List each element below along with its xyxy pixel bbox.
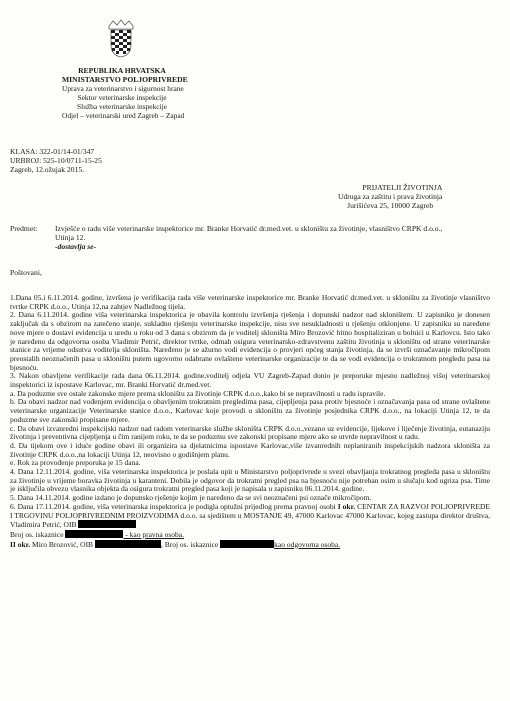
recipient-address: [338, 183, 442, 210]
paragraph-3: 3. Nakon obavljene verifikacije rada dana 06.11.2014. godine,voditelj odjela VU Zagreb-Zapad donio je preporuke mjesno nadležnoj višoj veterinarskoj inspektorici iz ispostave Karlovac, mr. Branki Horvatić dr.med.vet.: [10, 371, 490, 390]
recipient-name: PRIJATELJI ŽIVOTINJA: [362, 183, 443, 192]
first-accused-company: CENTAR ZA RAZVOJ POLJOPRIVREDE I TRGOVINU POLJOPRIVREDNIM PROIZVODIMA d.o.o. sa sjedištem u MOSTANJE 49, 47000 Karlovac 47000 Karlovac, kojeg zastupa direktor društva, Vladimira Petrić, OIB: [10, 501, 490, 530]
id-card-label: Broj os. iskaznice: [10, 529, 64, 539]
recommendation-e: e. Rok za provođenje preporuka je 15 dana.: [10, 458, 141, 468]
reference-block: [10, 147, 102, 174]
service-name: Služba veterinarske inspekcije: [77, 102, 167, 111]
ministry-name: MINISTARSTVO POLJOPRIVREDE: [62, 75, 188, 84]
second-accused-id-label: , Broj os. iskaznice: [160, 539, 219, 549]
second-accused-name: Miro Brozović, OIB: [30, 539, 94, 549]
paragraph-6: [10, 503, 490, 530]
subject-text: Izvješće o radu više veterinarske inspektorice mr. Branke Horvatić dr.med.vet. u skloništu za životinje, vlasništvo CRPK d.o.o., Utinja 12.: [55, 224, 443, 242]
recommendation-d: d. Da tijekom ove i iduće godine obavi ili organizira sa djelatnicima ispostave Karlovac,više izvanrednih neplaniranih inspekcijskih nadzora skloništa za životinje CRPK d.o.o.,na lokaciji Utinja 12, neovisno o godišnjem planu.: [10, 440, 490, 459]
subject-label: Predmet:: [10, 224, 38, 233]
letter-body: [10, 294, 490, 549]
klasa-number: KLASA: 322-01/14-01/347: [10, 147, 95, 156]
sector-name: Sektor veterinarske inspekcije: [77, 93, 167, 102]
redacted-oib: [78, 520, 136, 528]
redacted-id-card-2: [220, 540, 274, 548]
greeting: Poštovani,: [10, 268, 42, 277]
paragraph-4: 4. Dana 12.11.2014. godine, viša veterinarska inspektorica je poslala upit u Ministarstvo poljoprivrede u svezi obavljanja trokratnog pregleda pasa u skloništu za životinje u vrijeme boravka životinja u karanteni. Dobila je odgovor da trokratni pregled psa na bjesnoću nije potreban osim u slučaju kod ugriza psa. Time je isključila obvezu vlasnika objekta da osigura trokratni pregled pasa koji je napisala u zapisniku 06.11.2014. godine.: [10, 467, 490, 494]
first-accused-id-line: [10, 530, 490, 540]
responsible-person-note: kao odgovorna osoba.: [274, 539, 341, 549]
recommendation-b: b. Da obavi nadzor nad vođenjem evidencija o obavljenim trokratnim pregledima pasa, cijepljenja pasa protiv bjesnoće i označavanja pasa od strane ovlaštene veterinarske organizacije Veterinarske stanice d.o.o., Karlovac koje provodi u skloništu za životinje posjednika CRPK d.o.o., na lokaciji Utinja 12, te da poduzme sve zakonski propisane mjere.: [10, 397, 490, 424]
office-name: Odjel – veterinarski ured Zagreb – Zapad: [62, 111, 185, 120]
paragraph-2: 2. Dana 6.11.2014. godine viša veterinarska inspektorica je obavila kontrolu izvršenja rješenja i dopunski nadzor nad skloništem. U zapisniku je donesen zaključak da s obzirom na zatečeno stanje, sukladno rješenju veterinarske inspekcije, nisu sve nesukladnosti u rješenju otklonjene. U zapisniku su naređene nove mjere o dostavi evidencija u uredu u roku od 3 dana s obzirom da je voditelj skloništa Miro Brozović hitno hospitaliziran u bolnici u Karlovcu. Isto tako je naređeno da odgovorna osoba Vladimir Petrić, direktor tvrtke, odmah osigura veterinarsko-zdravstvenu zaštitu životinja u skloništu od strane veterinarske stanice za vrijeme odsutva voditelja skloništa. Naređeno je se ažurno vodi evidencija o provjeri općeg stanja životinja, da se izvrši označavanje mikročipom preostalih neoznačenih pasa u skloništu putem ugovorno odabrane ovlaštene veterinarske organizacije te da se vodi evidencija o trokratnom pregledu pasa na bjesnoću.: [10, 310, 490, 372]
place-date: Zagreb, 12.ožujak 2015.: [10, 165, 85, 174]
recipient-line-1: Udruga za zaštitu i prava životinja: [338, 192, 443, 201]
redacted-id-card: [65, 530, 123, 538]
urbroj-number: URBROJ: 525-10/0711-15-25: [10, 156, 102, 165]
republic-name: REPUBLIKA HRVATSKA: [78, 66, 166, 75]
recommendation-c: c. Da obavi izvanredni inspekcijski nadzor nad radom veterinarske službe skloništa CRPK d.o.o.,vezano uz evidencije, lijekove i liječenje životinja, eutanaziju životinja i preventivna cijepljenja u čim ranijem roku, te da se poduzmu sve zakonski propisane mjere ako se utvrde nepravilnost u radu.: [10, 423, 490, 442]
croatian-coat-of-arms-icon: [108, 18, 134, 58]
recommendation-a: a. Da poduzme sve ostale zakonske mjere prema skloništu za životinje CRPK d.o.o.,kako bi se nepravilnosti u radu ispravile.: [10, 388, 386, 398]
redacted-oib-2: [95, 540, 161, 548]
paragraph-5: 5. Dana 14.11.2014. godine izdano je dopunsko rješenje kojim je naređeno da se svi neoznačeni psi označe mikročipom.: [10, 493, 372, 503]
legal-person-note: - kao pravna osoba.: [123, 529, 185, 539]
paragraph-1: 1.Dana 05.i 6.11.2014. godine, izvršena je verifikacija rada više veterinarske inspektorice mr. Branke Horvatić dr.med.vet. u skloništu za životinje vlasništvo tvrtke CRPK d.o.o., Utinja 12,na zahtjev Nadležnog tijela.: [10, 293, 490, 311]
second-accused-line: [10, 540, 490, 550]
paragraph-6-text: 6. Dana 17.11.2014. godine, viša veterinarska inspektorica je podigla optužni prijedlog prema pravnoj osobi: [10, 501, 338, 511]
directorate-name: Uprava za veterinarstvo i sigurnost hrane: [62, 84, 184, 93]
recipient-line-2: Jurišićeva 25, 10000 Zagreb: [347, 201, 434, 210]
subject-text-block: [55, 224, 455, 251]
delivery-note: -dostavlja se-: [55, 242, 97, 251]
ministry-header: [62, 66, 188, 120]
second-accused-label: II okr.: [10, 539, 31, 549]
first-accused-label: I okr.: [337, 501, 356, 511]
